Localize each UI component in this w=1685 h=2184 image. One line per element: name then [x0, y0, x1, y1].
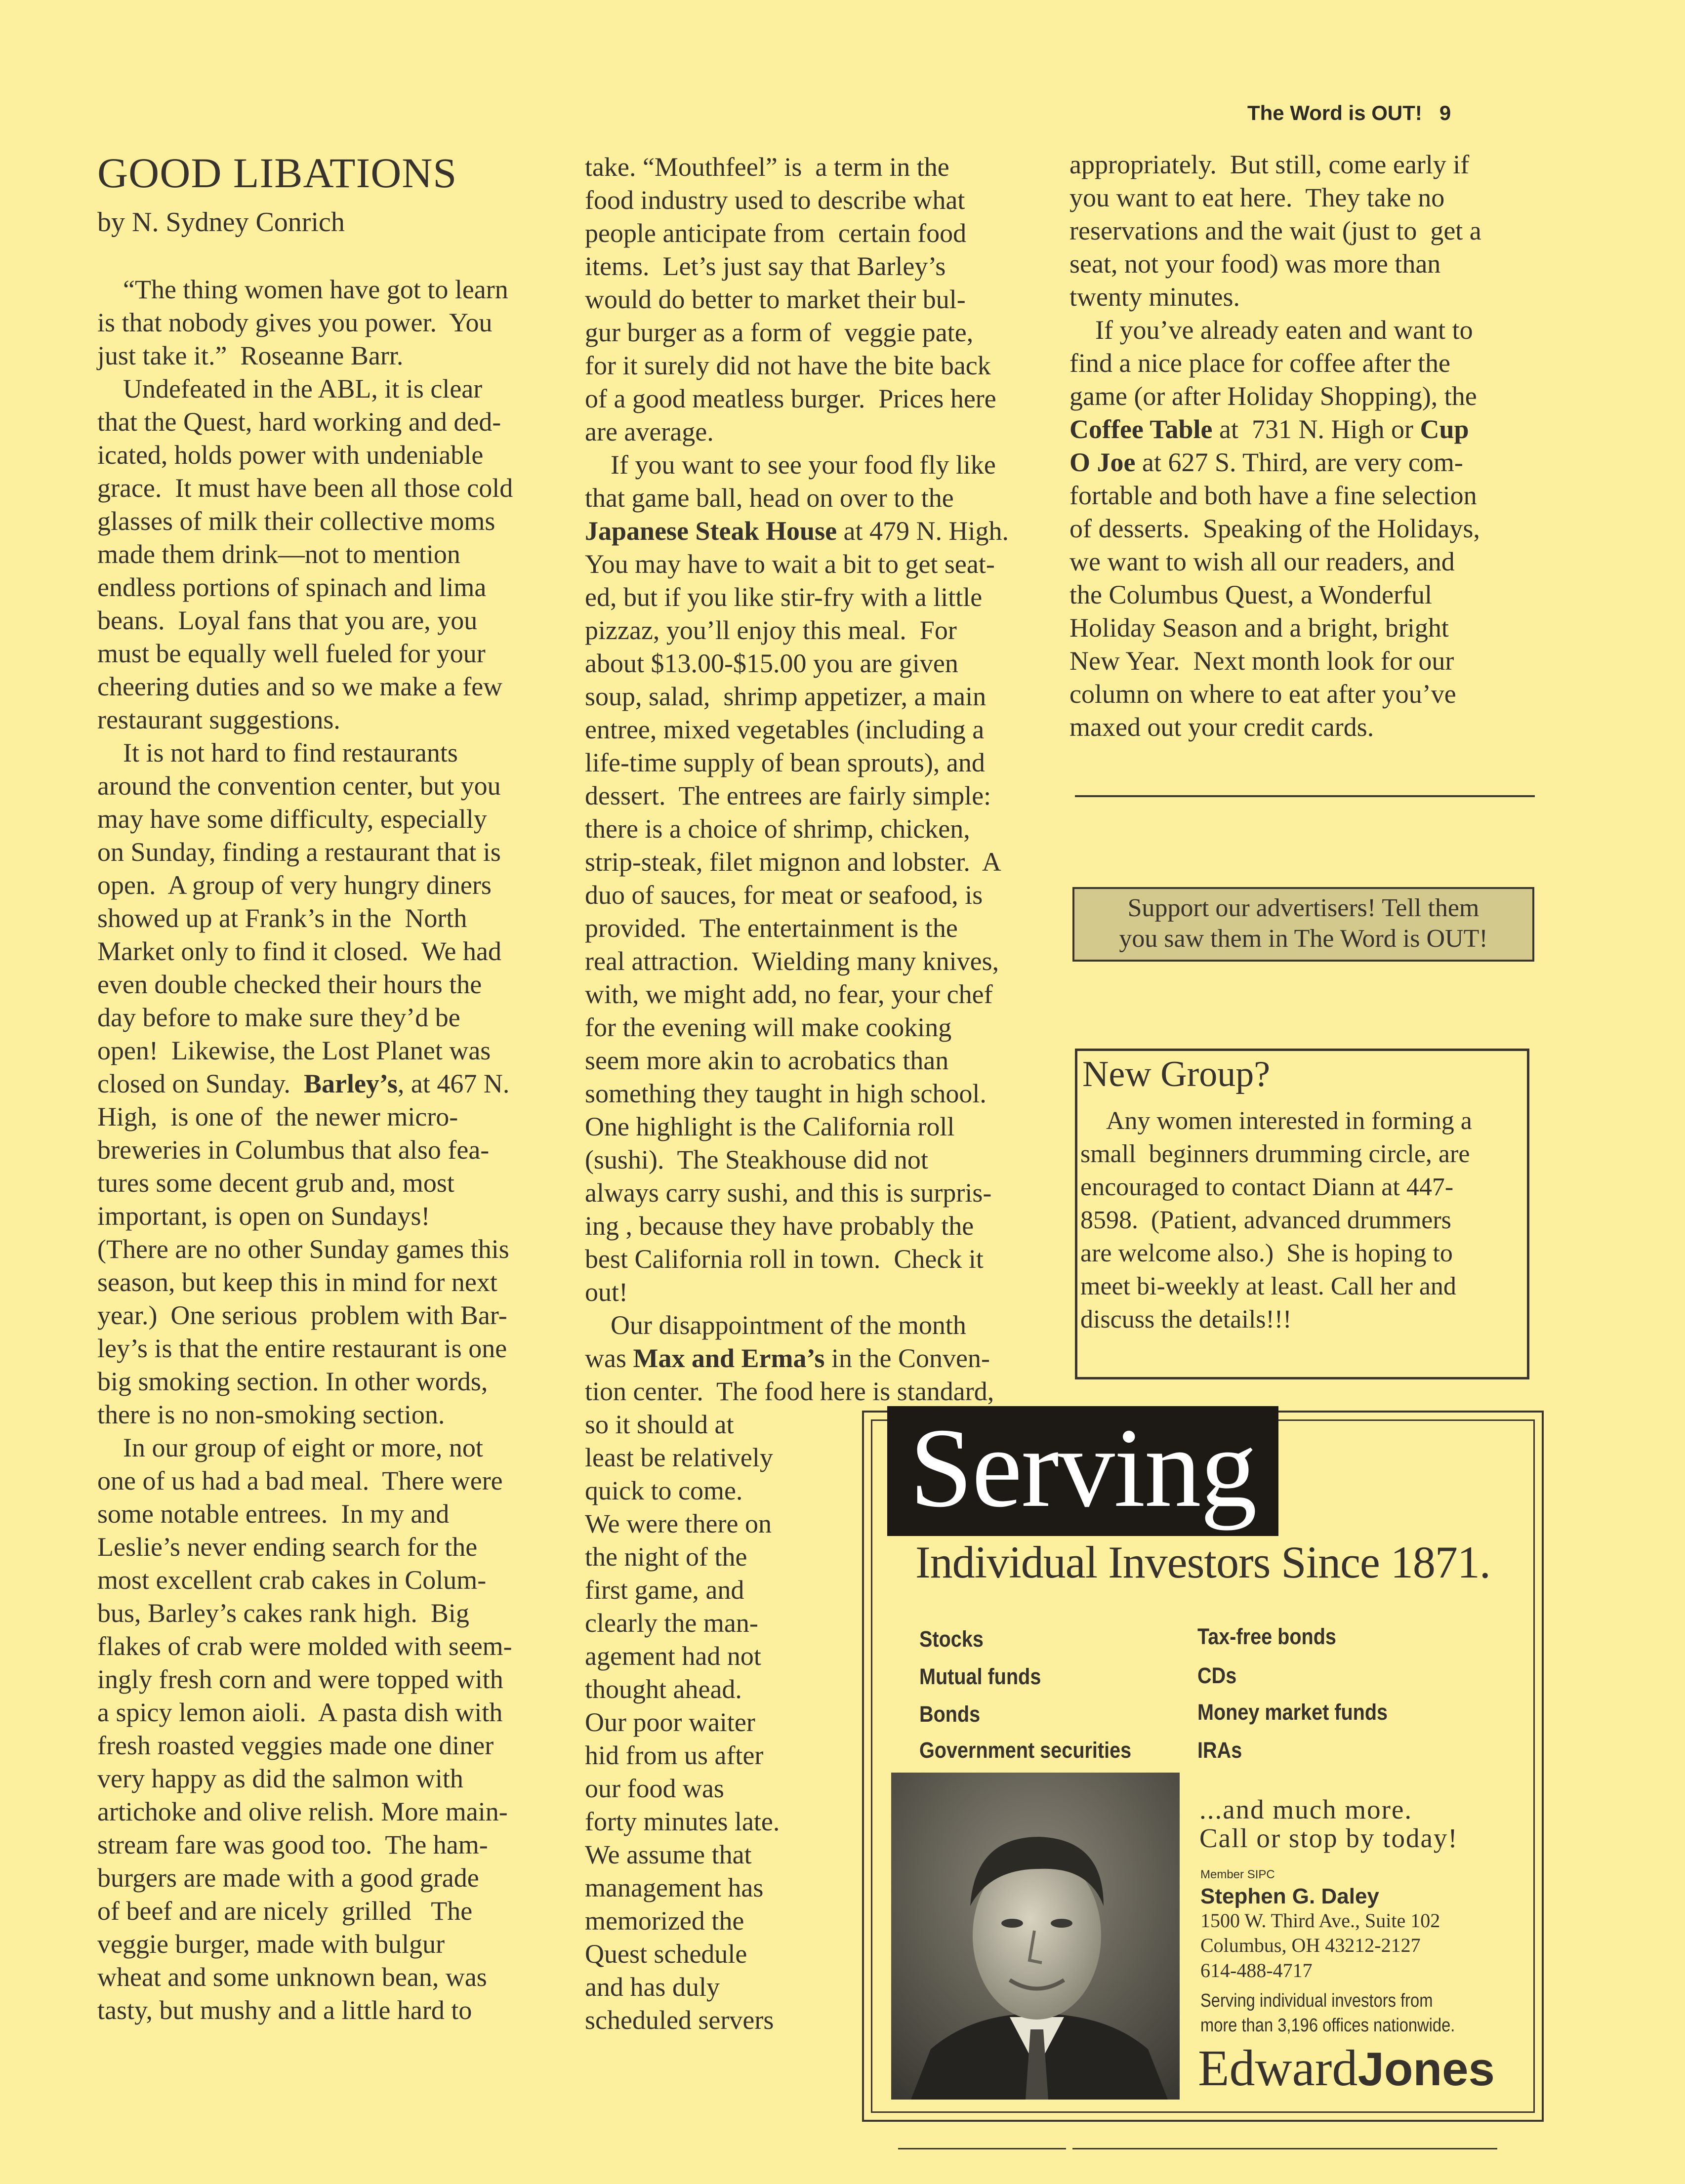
- ad-product: Bonds: [919, 1701, 981, 1727]
- text-line: Undefeated in the ABL, it is clear: [97, 374, 483, 404]
- column-divider-rule: [1075, 795, 1535, 797]
- text-line: hid from us after: [585, 1740, 764, 1770]
- text-line: [1069, 446, 1534, 479]
- ad-product: Government securities: [919, 1738, 1132, 1763]
- text-line: discuss the details!!!: [1080, 1305, 1292, 1334]
- bold-venue-name: Barley’s: [303, 1069, 398, 1098]
- text-line: quick to come.: [585, 1476, 743, 1505]
- text-line: provided. The entertainment is the: [585, 913, 958, 943]
- text-line: forty minutes late.: [585, 1807, 780, 1836]
- text-line: something they taught in high school.: [585, 1079, 986, 1108]
- text-line: We were there on: [585, 1509, 772, 1538]
- bold-venue-name: Japanese Steak House: [585, 516, 837, 546]
- advisor-portrait-photo: [891, 1773, 1180, 2100]
- text-line: meet bi-weekly at least. Call her and: [1080, 1272, 1456, 1300]
- text-line: endless portions of spinach and lima: [97, 572, 487, 602]
- text-line: If you want to see your food fly like: [585, 450, 996, 480]
- text-line: cheering duties and so we make a few: [97, 672, 503, 701]
- text-line: entree, mixed vegetables (including a: [585, 715, 985, 744]
- text-line: year.) One serious problem with Bar-: [97, 1300, 507, 1330]
- text-line: wheat and some unknown bean, was: [97, 1962, 487, 1992]
- text-line: season, but keep this in mind for next: [97, 1267, 497, 1297]
- bottom-rule: [898, 2148, 1066, 2149]
- text-line: strip-steak, filet mignon and lobster. A: [585, 847, 1001, 877]
- text-line: beans. Loyal fans that you are, you: [97, 606, 478, 635]
- text-line: tasty, but mushy and a little hard to: [97, 1995, 472, 2025]
- text-line: Leslie’s never ending search for the: [97, 1532, 478, 1562]
- ad-product: Mutual funds: [919, 1664, 1041, 1689]
- text-line: It is not hard to find restaurants: [97, 738, 458, 768]
- ad-headline: Serving: [887, 1406, 1278, 1536]
- text-line: for it surely did not have the bite back: [585, 351, 991, 380]
- text-line: some notable entrees. In my and: [97, 1499, 450, 1529]
- text-line: burgers are made with a good grade: [97, 1863, 479, 1893]
- text-line: 8598. (Patient, advanced drummers: [1080, 1206, 1451, 1234]
- bold-venue-name: O Joe: [1069, 447, 1136, 477]
- text-line: is that nobody gives you power. You: [97, 308, 493, 337]
- page-header: [1247, 101, 1451, 125]
- text-line: flakes of crab were molded with seem-: [97, 1631, 512, 1661]
- text-line: most excellent crab cakes in Colum-: [97, 1565, 487, 1595]
- support-advertisers-box: [1072, 887, 1534, 962]
- text-line: first game, and: [585, 1575, 744, 1605]
- text-line: New Year. Next month look for our: [1069, 646, 1454, 676]
- text-line: the night of the: [585, 1542, 747, 1572]
- text-line: of desserts. Speaking of the Holidays,: [1069, 514, 1480, 543]
- ad-address-line: 1500 W. Third Ave., Suite 102: [1200, 1909, 1440, 1932]
- text-line: maxed out your credit cards.: [1069, 712, 1374, 742]
- text-line: [585, 1342, 1049, 1375]
- text-line: around the convention center, but you: [97, 771, 501, 801]
- text-line: You may have to wait a bit to get seat-: [585, 549, 995, 579]
- ad-product: Stocks: [919, 1626, 984, 1652]
- text-line: game (or after Holiday Shopping), the: [1069, 381, 1477, 411]
- text-line: We assume that: [585, 1840, 752, 1869]
- ad-product: Money market funds: [1197, 1699, 1388, 1725]
- text-line: Our poor waiter: [585, 1707, 755, 1737]
- text-line: big smoking section. In other words,: [97, 1367, 488, 1396]
- text-line: soup, salad, shrimp appetizer, a main: [585, 682, 986, 711]
- text-line: made them drink—not to mention: [97, 539, 460, 569]
- text-line: very happy as did the salmon with: [97, 1764, 463, 1793]
- text-line: just take it.” Roseanne Barr.: [97, 341, 404, 370]
- bold-venue-name: Max and Erma’s: [633, 1343, 825, 1373]
- text-line: ing , because they have probably the: [585, 1211, 974, 1241]
- text-line: Quest schedule: [585, 1939, 747, 1969]
- text-segment: was: [585, 1343, 633, 1373]
- text-line: best California roll in town. Check it: [585, 1244, 984, 1274]
- text-line: with, we might add, no fear, your chef: [585, 979, 993, 1009]
- text-line: there is no non-smoking section.: [97, 1400, 445, 1429]
- text-line: stream fare was good too. The ham-: [97, 1830, 488, 1860]
- support-line: Support our advertisers! Tell them: [1127, 894, 1480, 922]
- text-line: of a good meatless burger. Prices here: [585, 384, 996, 413]
- article-column-3: [1069, 148, 1534, 744]
- text-line: our food was: [585, 1774, 724, 1803]
- ad-product: Tax-free bonds: [1197, 1624, 1336, 1649]
- text-line: reservations and the wait (just to get a: [1069, 216, 1481, 245]
- text-line: least be relatively: [585, 1443, 773, 1472]
- text-line: day before to make sure they’d be: [97, 1003, 460, 1032]
- text-line: icated, holds power with undeniable: [97, 440, 484, 470]
- text-line: In our group of eight or more, not: [97, 1433, 483, 1462]
- text-line: fortable and both have a fine selection: [1069, 481, 1477, 510]
- article-title: GOOD LIBATIONS: [97, 149, 457, 197]
- text-line: fresh roasted veggies made one diner: [97, 1731, 494, 1760]
- text-line: important, is open on Sundays!: [97, 1201, 430, 1231]
- text-line: the Columbus Quest, a Wonderful: [1069, 580, 1433, 609]
- text-line: there is a choice of shrimp, chicken,: [585, 814, 970, 844]
- text-segment: in the Conven-: [824, 1343, 990, 1373]
- ad-subheadline: Individual Investors Since 1871.: [915, 1537, 1490, 1587]
- text-line: about $13.00-$15.00 you are given: [585, 648, 958, 678]
- text-line: management has: [585, 1873, 764, 1902]
- bold-venue-name: Coffee Table: [1069, 414, 1213, 444]
- edward-jones-logo: [1198, 2039, 1495, 2098]
- text-line: seem more akin to acrobatics than: [585, 1046, 949, 1075]
- text-line: on Sunday, finding a restaurant that is: [97, 837, 501, 867]
- ad-product: CDs: [1197, 1663, 1237, 1688]
- text-line: seat, not your food) was more than: [1069, 249, 1441, 279]
- text-line: dessert. The entrees are fairly simple:: [585, 781, 991, 810]
- text-line: breweries in Columbus that also fea-: [97, 1135, 490, 1165]
- ad-tagline-line: Serving individual investors from: [1200, 1990, 1433, 2011]
- text-line: are average.: [585, 417, 714, 446]
- text-line: [1069, 413, 1534, 446]
- text-segment: at 731 N. High or: [1212, 414, 1420, 444]
- text-line: One highlight is the California roll: [585, 1112, 955, 1141]
- ad-more-text: ...and much more.: [1199, 1794, 1413, 1824]
- text-line: for the evening will make cooking: [585, 1012, 952, 1042]
- text-line: ed, but if you like stir-fry with a little: [585, 582, 983, 612]
- text-line: veggie burger, made with bulgur: [97, 1929, 445, 1959]
- text-segment: closed on Sunday.: [97, 1069, 304, 1098]
- text-line: (There are no other Sunday games this: [97, 1234, 509, 1264]
- text-segment: at 479 N. High.: [837, 516, 1009, 546]
- text-line: one of us had a bad meal. There were: [97, 1466, 503, 1496]
- ad-contact-name: Stephen G. Daley: [1200, 1884, 1379, 1908]
- ad-tagline-line: more than 3,196 offices nationwide.: [1200, 2015, 1455, 2036]
- text-line: agement had not: [585, 1641, 761, 1671]
- text-line: are welcome also.) She is hoping to: [1080, 1239, 1453, 1267]
- text-line: open. A group of very hungry diners: [97, 870, 492, 900]
- text-line: Market only to find it closed. We had: [97, 936, 501, 966]
- ad-member-sipc: Member SIPC: [1200, 1868, 1275, 1881]
- text-line: restaurant suggestions.: [97, 705, 340, 734]
- text-line: items. Let’s just say that Barley’s: [585, 251, 946, 281]
- article-column-1: [97, 273, 562, 2027]
- text-line: we want to wish all our readers, and: [1069, 547, 1455, 576]
- text-line: encouraged to contact Diann at 447-: [1080, 1173, 1454, 1201]
- page-number: 9: [1439, 101, 1451, 124]
- text-line: memorized the: [585, 1906, 744, 1936]
- article-byline: by N. Sydney Conrich: [97, 207, 345, 238]
- bold-venue-name: Cup: [1420, 414, 1469, 444]
- text-line: duo of sauces, for meat or seafood, is: [585, 880, 983, 910]
- text-line: may have some difficulty, especially: [97, 804, 487, 834]
- text-line: that game ball, head on over to the: [585, 483, 954, 513]
- text-line: tures some decent grub and, most: [97, 1168, 454, 1198]
- support-line: you saw them in The Word is OUT!: [1119, 925, 1488, 953]
- text-line: gur burger as a form of veggie pate,: [585, 318, 974, 347]
- text-line: and has duly: [585, 1972, 720, 2002]
- text-line: Our disappointment of the month: [585, 1310, 966, 1340]
- ad-product: IRAs: [1197, 1738, 1242, 1763]
- text-line: small beginners drumming circle, are: [1080, 1140, 1470, 1168]
- text-line: life-time supply of bean sprouts), and: [585, 748, 985, 777]
- text-line: food industry used to describe what: [585, 185, 965, 215]
- text-line: tion center. The food here is standard,: [585, 1376, 994, 1406]
- text-line: [585, 515, 1049, 548]
- text-line: so it should at: [585, 1410, 734, 1439]
- text-line: Any women interested in forming a: [1080, 1107, 1472, 1135]
- bottom-rule: [1072, 2148, 1497, 2149]
- text-line: artichoke and olive relish. More main-: [97, 1797, 508, 1826]
- text-line: scheduled servers: [585, 2005, 774, 2035]
- text-line: twenty minutes.: [1069, 282, 1240, 312]
- text-line: column on where to eat after you’ve: [1069, 679, 1456, 709]
- text-line: thought ahead.: [585, 1674, 742, 1704]
- logo-jones: Jones: [1357, 2043, 1495, 2096]
- new-group-box: [1075, 1049, 1529, 1379]
- text-line: you want to eat here. They take no: [1069, 183, 1445, 212]
- text-line: a spicy lemon aioli. A pasta dish with: [97, 1698, 503, 1727]
- text-line: real attraction. Wielding many knives,: [585, 946, 999, 976]
- text-segment: at 627 S. Third, are very com-: [1135, 447, 1463, 477]
- text-line: (sushi). The Steakhouse did not: [585, 1145, 928, 1174]
- new-group-text: [1080, 1104, 1525, 1336]
- text-line: find a nice place for coffee after the: [1069, 348, 1451, 378]
- text-line: that the Quest, hard working and ded-: [97, 407, 501, 437]
- text-line: out!: [585, 1277, 628, 1307]
- text-line: open! Likewise, the Lost Planet was: [97, 1036, 491, 1065]
- publication-name: The Word is OUT!: [1247, 101, 1422, 124]
- text-line: people anticipate from certain food: [585, 218, 967, 248]
- text-line: grace. It must have been all those cold: [97, 473, 513, 503]
- ad-call-to-action: Call or stop by today!: [1199, 1823, 1458, 1853]
- text-line: showed up at Frank’s in the North: [97, 903, 467, 933]
- text-line: If you’ve already eaten and want to: [1069, 315, 1473, 345]
- text-line: even double checked their hours the: [97, 970, 482, 999]
- text-line: [97, 1067, 562, 1100]
- text-line: clearly the man-: [585, 1608, 758, 1638]
- text-line: must be equally well fueled for your: [97, 639, 486, 668]
- text-line: Holiday Season and a bright, bright: [1069, 613, 1449, 643]
- text-line: “The thing women have got to learn: [97, 275, 508, 304]
- ad-phone: 614-488-4717: [1200, 1959, 1313, 1982]
- logo-edward: Edward: [1198, 2040, 1358, 2097]
- text-line: bus, Barley’s cakes rank high. Big: [97, 1598, 469, 1628]
- text-line: High, is one of the newer micro-: [97, 1102, 458, 1132]
- text-line: ley’s is that the entire restaurant is one: [97, 1334, 507, 1363]
- ad-address-line: Columbus, OH 43212-2127: [1200, 1934, 1421, 1956]
- text-line: would do better to market their bul-: [585, 284, 966, 314]
- text-line: appropriately. But still, come early if: [1069, 150, 1470, 179]
- new-group-title: New Group?: [1082, 1054, 1271, 1094]
- text-line: always carry sushi, and this is surpris-: [585, 1178, 992, 1208]
- text-line: pizzaz, you’ll enjoy this meal. For: [585, 615, 957, 645]
- text-line: glasses of milk their collective moms: [97, 506, 495, 536]
- text-line: ingly fresh corn and were topped with: [97, 1664, 503, 1694]
- text-line: of beef and are nicely grilled The: [97, 1896, 473, 1926]
- text-line: take. “Mouthfeel” is a term in the: [585, 152, 949, 182]
- text-segment: , at 467 N.: [397, 1069, 510, 1098]
